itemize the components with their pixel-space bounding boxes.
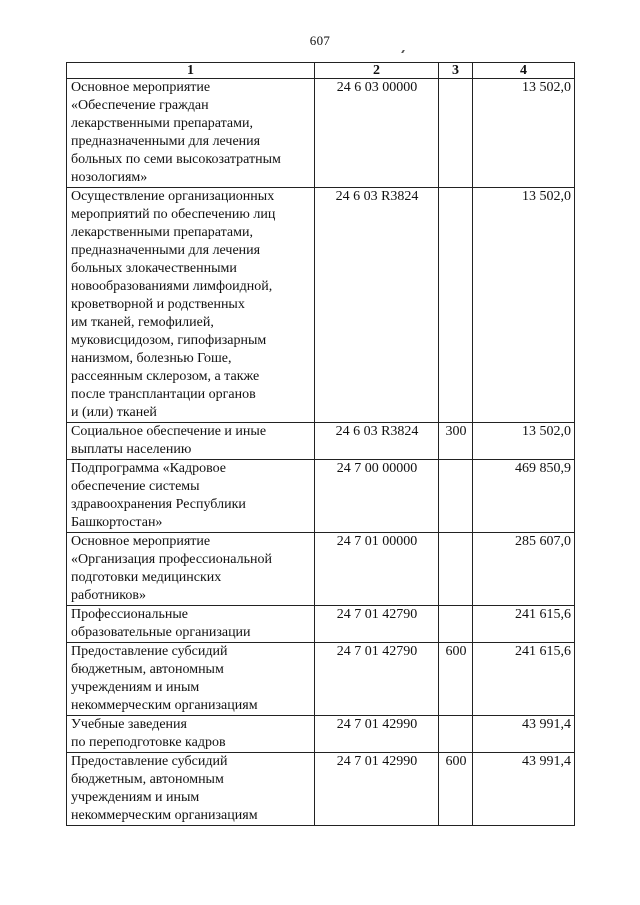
row-code: 24 6 03 R3824 <box>315 188 439 423</box>
row-name: Социальное обеспечение и иные выплаты населению <box>67 423 315 460</box>
budget-table <box>66 62 575 826</box>
row-name: Предоставление субсидий бюджетным, автономным учреждениям и иным некоммерческим организациям <box>67 753 315 826</box>
row-code: 24 7 01 42990 <box>315 716 439 753</box>
row-expense-type: 600 <box>439 643 473 716</box>
row-code: 24 7 01 42790 <box>315 643 439 716</box>
row-name: Основное мероприятие «Организация профессиональной подготовки медицинских работников» <box>67 533 315 606</box>
table-row <box>67 753 575 826</box>
row-expense-type <box>439 606 473 643</box>
scan-speck <box>401 50 405 53</box>
column-header-kind: 3 <box>439 63 473 79</box>
table-row <box>67 533 575 606</box>
row-amount: 285 607,0 <box>473 533 575 606</box>
row-name: Основное мероприятие «Обеспечение граждан лекарственными препаратами, предназначенными для лечения больных по семи высокозатратным нозологиям» <box>67 79 315 188</box>
row-expense-type <box>439 716 473 753</box>
table-row <box>67 643 575 716</box>
table-row <box>67 716 575 753</box>
column-header-amount: 4 <box>473 63 575 79</box>
row-expense-type <box>439 188 473 423</box>
row-code: 24 6 03 00000 <box>315 79 439 188</box>
page-number: 607 <box>309 33 331 48</box>
table-row <box>67 460 575 533</box>
table-row <box>67 423 575 460</box>
row-name: Учебные заведения по переподготовке кадров <box>67 716 315 753</box>
row-expense-type <box>439 460 473 533</box>
row-amount: 43 991,4 <box>473 716 575 753</box>
row-amount: 241 615,6 <box>473 606 575 643</box>
row-code: 24 7 01 42790 <box>315 606 439 643</box>
row-amount: 43 991,4 <box>473 753 575 826</box>
row-name: Предоставление субсидий бюджетным, автономным учреждениям и иным некоммерческим организациям <box>67 643 315 716</box>
row-code: 24 7 01 00000 <box>315 533 439 606</box>
table-header-row <box>67 63 575 79</box>
row-expense-type: 600 <box>439 753 473 826</box>
table-row <box>67 188 575 423</box>
row-expense-type: 300 <box>439 423 473 460</box>
row-amount: 13 502,0 <box>473 188 575 423</box>
column-header-name: 1 <box>67 63 315 79</box>
table-row <box>67 79 575 188</box>
row-expense-type <box>439 533 473 606</box>
row-name: Профессиональные образовательные организации <box>67 606 315 643</box>
row-amount: 469 850,9 <box>473 460 575 533</box>
row-expense-type <box>439 79 473 188</box>
row-amount: 13 502,0 <box>473 79 575 188</box>
row-name: Подпрограмма «Кадровое обеспечение системы здравоохранения Республики Башкортостан» <box>67 460 315 533</box>
row-amount: 13 502,0 <box>473 423 575 460</box>
row-code: 24 7 00 00000 <box>315 460 439 533</box>
row-name: Осуществление организационных мероприятий по обеспечению лиц лекарственными препаратами, предназначенными для лечения больных злокачественными новообразованиями лимфоидной, кроветворной и родственных им тканей, гемофилией, муковисцидозом, гипофизарным нанизмом, болезнью Гоше, рассеянным склерозом, а также после трансплантации органов и (или) тканей <box>67 188 315 423</box>
table-row <box>67 606 575 643</box>
row-amount: 241 615,6 <box>473 643 575 716</box>
row-code: 24 7 01 42990 <box>315 753 439 826</box>
column-header-code: 2 <box>315 63 439 79</box>
row-code: 24 6 03 R3824 <box>315 423 439 460</box>
